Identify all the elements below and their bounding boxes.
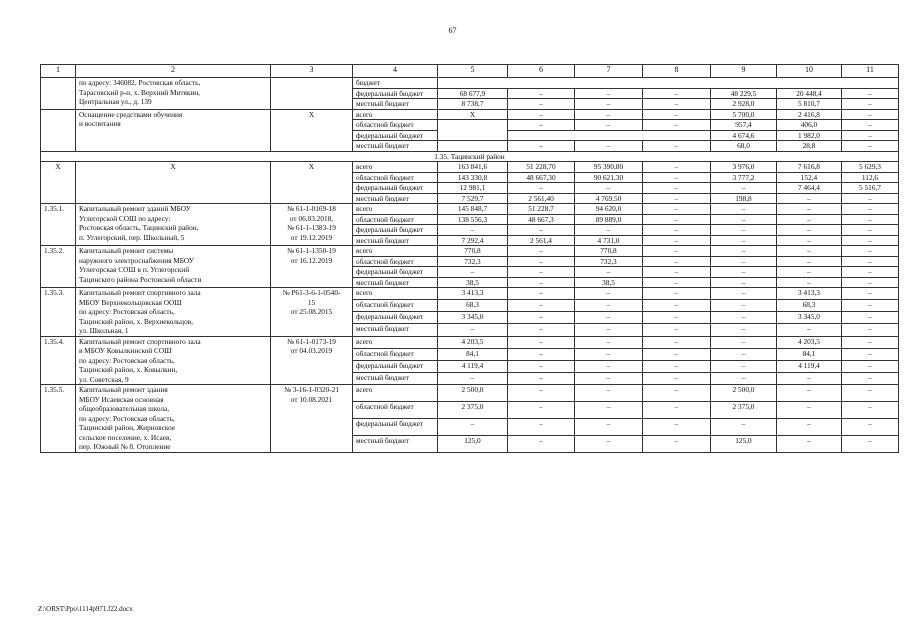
value-cell: – — [508, 372, 575, 384]
column-header-row — [41, 65, 899, 78]
value-cell: 8 738,7 — [438, 99, 508, 110]
value-cell: – — [842, 385, 899, 402]
object-description: Оснащение средствами обучения и воспитания — [76, 109, 271, 151]
value-cell: 112,6 — [842, 172, 899, 183]
table-row — [41, 162, 899, 173]
value-cell: – — [508, 256, 575, 267]
value-cell: – — [575, 418, 643, 435]
section-heading-row — [41, 151, 899, 162]
source-label: всего — [353, 385, 438, 402]
value-cell: – — [711, 288, 777, 300]
source-label: областной бюджет — [353, 256, 438, 267]
value-cell: – — [643, 360, 711, 372]
value-cell: – — [777, 435, 842, 452]
source-label: бюджет — [353, 78, 438, 89]
value-cell: – — [842, 204, 899, 215]
value-cell: – — [842, 277, 899, 288]
value-cell: 7 292,4 — [438, 235, 508, 246]
value-cell: 4 119,4 — [438, 360, 508, 372]
table-row — [41, 288, 899, 300]
object-description: Капитальный ремонт спортивного зала МБОУ Верхнекольцовская ООШ по адресу: Ростовская область, Тацинский район, х. Верхнекольцов, ул. Школьная, 1 — [76, 288, 271, 337]
source-label: федеральный бюджет — [353, 130, 438, 141]
value-cell: – — [711, 372, 777, 384]
value-cell: – — [842, 214, 899, 225]
value-cell: – — [508, 348, 575, 360]
value-cell: 2 500,0 — [711, 385, 777, 402]
source-label: местный бюджет — [353, 435, 438, 452]
value-cell: 3 413,3 — [777, 288, 842, 300]
value-cell: – — [643, 348, 711, 360]
value-cell: – — [438, 372, 508, 384]
value-cell: – — [842, 312, 899, 324]
value-cell: – — [777, 324, 842, 336]
value-cell: 84,1 — [438, 348, 508, 360]
value-cell: – — [643, 312, 711, 324]
value-cell: – — [575, 360, 643, 372]
value-cell: – — [777, 372, 842, 384]
value-cell: – — [508, 435, 575, 452]
value-cell: – — [777, 246, 842, 257]
column-header: 1 — [41, 65, 76, 78]
value-cell: 770,8 — [438, 246, 508, 257]
value-cell: 51 228,7 — [508, 204, 575, 215]
column-header: 10 — [777, 65, 842, 78]
value-cell: – — [575, 312, 643, 324]
value-cell: – — [643, 401, 711, 418]
value-cell: 84,1 — [777, 348, 842, 360]
source-label: федеральный бюджет — [353, 88, 438, 99]
value-cell: – — [508, 225, 575, 236]
row-number: 1.35.4. — [41, 336, 76, 385]
value-cell: – — [842, 324, 899, 336]
column-header: 2 — [76, 65, 271, 78]
value-cell: – — [508, 401, 575, 418]
value-cell: 48 229,5 — [711, 88, 777, 99]
value-cell: 3 777,2 — [711, 172, 777, 183]
source-label: федеральный бюджет — [353, 225, 438, 236]
budget-table — [40, 64, 899, 453]
value-cell: – — [842, 99, 899, 110]
value-cell: 94 620,0 — [575, 204, 643, 215]
value-cell: – — [643, 172, 711, 183]
value-cell: – — [438, 324, 508, 336]
value-cell: 1 982,0 — [777, 130, 842, 141]
value-cell: – — [842, 120, 899, 131]
value-cell: 7 464,4 — [777, 183, 842, 194]
row-number: 1.35.5. — [41, 385, 76, 453]
value-cell: – — [438, 418, 508, 435]
value-cell: – — [508, 120, 575, 131]
value-cell: – — [643, 193, 711, 204]
value-cell: – — [777, 204, 842, 215]
value-cell: 4 769,50 — [575, 193, 643, 204]
value-cell: – — [508, 246, 575, 257]
value-cell: 89 889,0 — [575, 214, 643, 225]
value-cell: – — [842, 193, 899, 204]
document-cell: № 61-1-1350-19 от 16.12.2019 — [271, 246, 353, 288]
value-cell: – — [842, 336, 899, 348]
value-cell: 28,8 — [777, 141, 842, 152]
value-cell: – — [711, 246, 777, 257]
source-label: федеральный бюджет — [353, 360, 438, 372]
value-cell: 68,0 — [711, 141, 777, 152]
value-cell: – — [575, 336, 643, 348]
value-cell: – — [508, 360, 575, 372]
value-cell: – — [711, 277, 777, 288]
column-header: 7 — [575, 65, 643, 78]
column-header: 6 — [508, 65, 575, 78]
value-cell: – — [711, 360, 777, 372]
row-number: 1.35.1. — [41, 204, 76, 246]
value-cell: 4 203,5 — [438, 336, 508, 348]
value-cell: – — [575, 288, 643, 300]
source-label: местный бюджет — [353, 324, 438, 336]
value-cell: – — [711, 267, 777, 278]
value-cell: 48 667,3 — [508, 214, 575, 225]
value-cell: 4 731,0 — [575, 235, 643, 246]
value-cell: – — [777, 401, 842, 418]
value-cell: – — [711, 418, 777, 435]
value-cell: 125,0 — [711, 435, 777, 452]
table-row — [41, 385, 899, 402]
value-cell: – — [842, 109, 899, 120]
value-cell: – — [842, 141, 899, 152]
value-cell: – — [575, 324, 643, 336]
value-cell: – — [842, 401, 899, 418]
value-cell: 770,8 — [575, 246, 643, 257]
value-cell: – — [643, 372, 711, 384]
value-cell: – — [777, 214, 842, 225]
value-cell: – — [777, 267, 842, 278]
value-cell: 3 976,0 — [711, 162, 777, 173]
value-cell: – — [508, 385, 575, 402]
row-number: 1.35.3. — [41, 288, 76, 337]
document-cell: № Р61-3-6-1-0540- 15 от 25.08.2015 — [271, 288, 353, 337]
value-cell: – — [575, 435, 643, 452]
object-description: Капитальный ремонт системы наружного электроснабжения МБОУ Углегорская СОШ в п. Углегорский Тацинского района Ростовской области — [76, 246, 271, 288]
value-cell: Х — [438, 109, 508, 120]
value-cell: – — [575, 300, 643, 312]
value-cell: 732,3 — [575, 256, 643, 267]
value-cell: 4 119,4 — [777, 360, 842, 372]
source-label: всего — [353, 246, 438, 257]
value-cell: 4 203,5 — [777, 336, 842, 348]
source-label: местный бюджет — [353, 141, 438, 152]
value-cell: – — [508, 324, 575, 336]
value-cell: 2 561,40 — [508, 193, 575, 204]
document-cell: № 3-16-1-0320-21 от 10.08.2021 — [271, 385, 353, 453]
value-cell: 90 621,30 — [575, 172, 643, 183]
source-label: областной бюджет — [353, 348, 438, 360]
value-cell: – — [643, 300, 711, 312]
value-cell: – — [842, 267, 899, 278]
source-label: всего — [353, 162, 438, 173]
footer-file-path: Z:\ORST\Ppo\1114p971.f22.docx — [38, 605, 133, 613]
value-cell: 4 674,6 — [711, 130, 777, 141]
value-cell: – — [842, 256, 899, 267]
value-cell: – — [508, 312, 575, 324]
value-cell: – — [842, 246, 899, 257]
value-cell: 5 516,7 — [842, 183, 899, 194]
value-cell: 5 810,7 — [777, 99, 842, 110]
value-cell: 95 390,80 — [575, 162, 643, 173]
source-label: местный бюджет — [353, 372, 438, 384]
value-cell: – — [643, 225, 711, 236]
value-cell: – — [711, 214, 777, 225]
value-cell: 12 981,1 — [438, 183, 508, 194]
value-cell: – — [508, 418, 575, 435]
value-cell: 2 561,4 — [508, 235, 575, 246]
source-label: местный бюджет — [353, 277, 438, 288]
value-cell: 143 330,8 — [438, 172, 508, 183]
object-description: Капитальный ремонт зданий МБОУ Углегорской СОШ по адресу: Ростовская область, Тацинский район, п. Углегорский, пер. Школьный, 5 — [76, 204, 271, 246]
value-cell: – — [842, 372, 899, 384]
page-number: 67 — [448, 26, 457, 35]
value-cell: – — [842, 235, 899, 246]
value-cell: – — [643, 246, 711, 257]
source-label: местный бюджет — [353, 235, 438, 246]
value-cell: 38,5 — [575, 277, 643, 288]
source-label: областной бюджет — [353, 120, 438, 131]
source-label: всего — [353, 204, 438, 215]
value-cell: – — [643, 288, 711, 300]
column-header: 8 — [643, 65, 711, 78]
value-cell: 7 616,8 — [777, 162, 842, 173]
row-number: Х — [41, 162, 76, 204]
value-cell: – — [842, 360, 899, 372]
value-cell: 2 375,0 — [438, 401, 508, 418]
table-row — [41, 246, 899, 257]
value-cell: – — [508, 109, 575, 120]
value-cell: – — [643, 214, 711, 225]
value-cell: – — [643, 99, 711, 110]
value-cell: – — [438, 267, 508, 278]
value-cell: 2 416,8 — [777, 109, 842, 120]
value-cell: – — [842, 130, 899, 141]
source-label: федеральный бюджет — [353, 267, 438, 278]
document-cell: Х — [271, 109, 353, 151]
value-cell: – — [777, 277, 842, 288]
column-header: 4 — [353, 65, 438, 78]
value-cell: – — [575, 267, 643, 278]
value-cell: – — [508, 336, 575, 348]
value-cell: – — [777, 418, 842, 435]
column-header: 11 — [842, 65, 899, 78]
document-cell: № 61-1-0169-18 от 06.03.2018, № 61-1-1383-19 от 19.12.2019 — [271, 204, 353, 246]
value-cell: – — [842, 435, 899, 452]
value-cell: – — [643, 141, 711, 152]
value-cell: – — [643, 120, 711, 131]
value-cell: – — [777, 256, 842, 267]
value-cell: 68 677,9 — [438, 88, 508, 99]
column-header: 3 — [271, 65, 353, 78]
value-cell: 2 500,0 — [438, 385, 508, 402]
source-label: областной бюджет — [353, 172, 438, 183]
value-cell: 198,8 — [711, 193, 777, 204]
value-cell: – — [842, 300, 899, 312]
value-cell: 163 841,6 — [438, 162, 508, 173]
value-cell: 20 448,4 — [777, 88, 842, 99]
value-cell: 3 413,3 — [438, 288, 508, 300]
value-cell: – — [643, 435, 711, 452]
value-cell: – — [842, 88, 899, 99]
value-cell: – — [711, 225, 777, 236]
value-cell: – — [643, 336, 711, 348]
value-cell: 3 345,0 — [438, 312, 508, 324]
value-cell: 48 667,30 — [508, 172, 575, 183]
document-cell: № 61-1-0173-19 от 04.03.2019 — [271, 336, 353, 385]
value-cell: – — [643, 324, 711, 336]
value-cell: – — [508, 88, 575, 99]
table-row — [41, 78, 899, 89]
value-cell: – — [842, 418, 899, 435]
value-cell: – — [777, 235, 842, 246]
value-cell: – — [842, 348, 899, 360]
value-cell: – — [508, 141, 575, 152]
value-cell: – — [508, 267, 575, 278]
value-cell: 7 529,7 — [438, 193, 508, 204]
source-label: местный бюджет — [353, 193, 438, 204]
value-cell: – — [711, 312, 777, 324]
source-label: всего — [353, 109, 438, 120]
value-cell: – — [575, 372, 643, 384]
value-cell: – — [711, 336, 777, 348]
value-cell: – — [643, 277, 711, 288]
value-cell: 406,0 — [777, 120, 842, 131]
object-description: Капитальный ремонт здания МБОУ Исаевская основная общеобразовательная школа, по адресу: Ростовская область, Тацинский район, Жирновское сельское поселение, х. Исаев, пер. Южный № 8. Отопление — [76, 385, 271, 453]
object-description: по адресу: 346082, Ростовская область, Тарасовский р-н, х. Верхний Митякин, Центральная ул., д. 139 — [76, 78, 271, 110]
value-cell: – — [777, 193, 842, 204]
value-cell: – — [575, 141, 643, 152]
value-cell: – — [643, 162, 711, 173]
value-cell: – — [842, 288, 899, 300]
value-cell: – — [575, 385, 643, 402]
table-row — [41, 109, 899, 120]
source-label: федеральный бюджет — [353, 312, 438, 324]
value-cell: – — [842, 225, 899, 236]
object-description: Капитальный ремонт спортивного зала в МБОУ Ковылкинской СОШ по адресу: Ростовская область, Тацинский район, х. Ковылкин, ул. Советская, 9 — [76, 336, 271, 385]
value-cell: – — [643, 385, 711, 402]
value-cell: 3 345,0 — [777, 312, 842, 324]
column-header: 9 — [711, 65, 777, 78]
value-cell: 957,4 — [711, 120, 777, 131]
table-row — [41, 336, 899, 348]
value-cell: 38,5 — [438, 277, 508, 288]
source-label: местный бюджет — [353, 99, 438, 110]
value-cell: 152,4 — [777, 172, 842, 183]
value-cell: – — [508, 99, 575, 110]
value-cell: 5 629,3 — [842, 162, 899, 173]
value-cell: 2 928,0 — [711, 99, 777, 110]
value-cell: – — [575, 225, 643, 236]
value-cell: – — [643, 418, 711, 435]
document-cell: Х — [271, 162, 353, 204]
value-cell: – — [508, 288, 575, 300]
value-cell: – — [643, 204, 711, 215]
value-cell: – — [575, 348, 643, 360]
value-cell: – — [575, 99, 643, 110]
value-cell: 732,3 — [438, 256, 508, 267]
value-cell: 68,3 — [777, 300, 842, 312]
source-label: областной бюджет — [353, 300, 438, 312]
value-cell: 138 556,3 — [438, 214, 508, 225]
object-description: Х — [76, 162, 271, 204]
source-label: всего — [353, 288, 438, 300]
value-cell: – — [711, 183, 777, 194]
section-title: 1.35. Тацинский район — [41, 151, 899, 162]
value-cell: – — [508, 300, 575, 312]
value-cell: 145 848,7 — [438, 204, 508, 215]
value-cell: – — [777, 225, 842, 236]
value-cell: – — [643, 267, 711, 278]
column-header: 5 — [438, 65, 508, 78]
source-label: областной бюджет — [353, 214, 438, 225]
value-cell: 125,0 — [438, 435, 508, 452]
value-cell: – — [643, 256, 711, 267]
value-cell: – — [643, 109, 711, 120]
value-cell: – — [777, 385, 842, 402]
source-label: федеральный бюджет — [353, 418, 438, 435]
value-cell: – — [575, 120, 643, 131]
value-cell: 68,3 — [438, 300, 508, 312]
value-cell: – — [643, 235, 711, 246]
value-cell: – — [711, 204, 777, 215]
value-cell: – — [575, 183, 643, 194]
value-cell: – — [711, 256, 777, 267]
source-label: федеральный бюджет — [353, 183, 438, 194]
value-cell: – — [711, 235, 777, 246]
value-cell: – — [711, 324, 777, 336]
value-cell: – — [575, 109, 643, 120]
row-number: 1.35.2. — [41, 246, 76, 288]
value-cell: – — [643, 88, 711, 99]
value-cell: 2 375,0 — [711, 401, 777, 418]
value-cell: – — [438, 225, 508, 236]
value-cell: – — [711, 348, 777, 360]
value-cell: – — [508, 183, 575, 194]
value-cell: 51 228,70 — [508, 162, 575, 173]
source-label: областной бюджет — [353, 401, 438, 418]
value-cell: 5 700,0 — [711, 109, 777, 120]
value-cell: – — [508, 277, 575, 288]
value-cell: – — [575, 401, 643, 418]
source-label: всего — [353, 336, 438, 348]
value-cell: – — [711, 300, 777, 312]
value-cell: – — [643, 183, 711, 194]
value-cell: – — [575, 88, 643, 99]
table-row — [41, 204, 899, 215]
